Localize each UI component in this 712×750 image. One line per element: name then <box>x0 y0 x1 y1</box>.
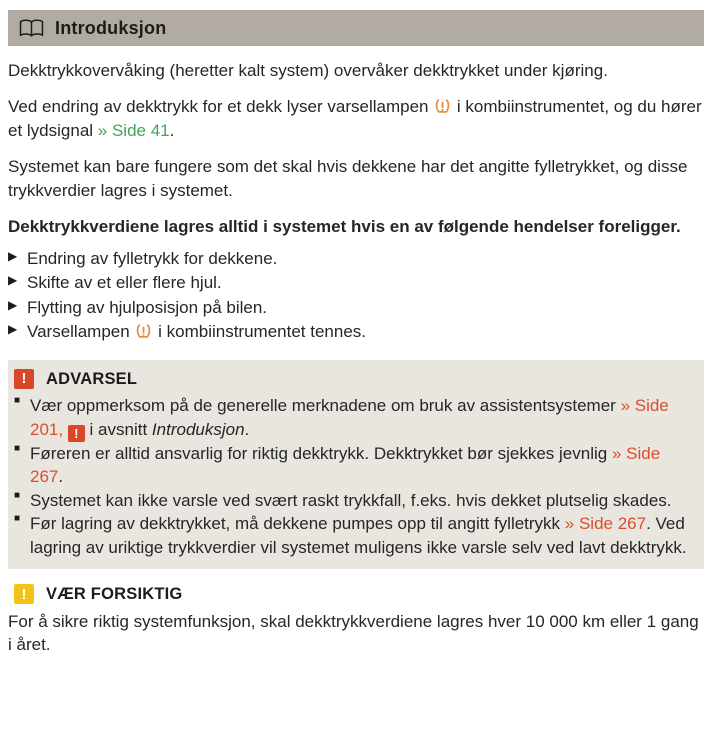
list-item <box>8 271 704 294</box>
text-fragment: Flytting av hjulposisjon på bilen. <box>27 297 268 317</box>
text-fragment: Vær oppmerksom på de generelle merknadene om bruk av assistentsystemer <box>30 396 621 416</box>
paragraph-system-function: Systemet kan bare fungere som det skal hvis dekkene har det angitte fylletrykket, og disse trykkverdier lagres i systemet. <box>8 157 688 200</box>
caution-header <box>14 583 704 606</box>
page-link-side-267[interactable]: » Side 267 <box>564 514 647 534</box>
caution-section <box>8 583 704 657</box>
text-fragment: . Ved lagring av uriktige trykkverdier vil systemet muligens ikke varsle selv ved lavt dekktrykk. <box>30 514 687 557</box>
caution-text: For å sikre riktig systemfunksjon, skal dekktrykkverdiene lagres hver 10 000 km eller 1 gang i året. <box>8 611 699 655</box>
text-fragment: Endring av fylletrykk for dekkene. <box>27 248 278 268</box>
text-fragment: Før lagring av dekktrykket, må dekkene pumpes opp til angitt fylletrykk <box>30 514 565 534</box>
warning-item <box>14 394 694 441</box>
page-link-side-201[interactable]: » Side 201, <box>30 396 669 439</box>
text-fragment: Skifte av et eller flere hjul. <box>27 273 222 293</box>
list-item <box>8 320 704 343</box>
warning-item <box>14 489 694 512</box>
list-item <box>8 296 704 319</box>
warning-item <box>14 512 694 559</box>
warning-header <box>14 368 694 391</box>
page-link-side-41[interactable]: » Side 41 <box>97 120 170 140</box>
warning-exclamation-icon: ! <box>14 369 34 389</box>
warning-exclamation-icon: ! <box>68 425 85 442</box>
warning-title: ADVARSEL <box>46 369 138 388</box>
text-fragment: Varsellampen <box>27 322 135 342</box>
text-fragment: i avsnitt <box>84 419 152 439</box>
text-fragment: i kombiinstrumentet, og du hører et lydsignal <box>8 97 702 140</box>
caution-exclamation-icon: ! <box>14 584 34 604</box>
open-book-icon <box>18 18 45 39</box>
warning-item-list <box>14 394 694 559</box>
text-fragment: . <box>169 120 175 140</box>
text-fragment: i kombiinstrumentet tennes. <box>153 322 367 342</box>
caution-title: VÆR FORSIKTIG <box>46 585 183 604</box>
trigger-event-list <box>8 247 704 344</box>
list-item <box>8 247 704 270</box>
section-title: Introduksjon <box>55 17 167 38</box>
section-header-bar <box>8 10 704 46</box>
warning-box <box>8 360 704 569</box>
warning-item <box>14 442 694 489</box>
tire-pressure-warning-icon <box>434 98 451 115</box>
text-fragment: . <box>244 419 250 439</box>
text-fragment: . <box>58 467 64 487</box>
paragraph-warning-lamp <box>8 95 704 142</box>
text-fragment: Føreren er alltid ansvarlig for riktig dekktrykk. Dekktrykket bør sjekkes jevnlig <box>30 443 612 463</box>
text-fragment: Ved endring av dekktrykk for et dekk lyser varsellampen <box>8 97 434 117</box>
text-fragment: Systemet kan ikke varsle ved svært raskt trykkfall, f.eks. hvis dekket plutselig skades. <box>30 490 672 510</box>
tire-pressure-warning-icon <box>135 323 152 340</box>
text-fragment-italic: Introduksjon <box>151 419 245 439</box>
paragraph-intro: Dekktrykkovervåking (heretter kalt system) overvåker dekktrykket under kjøring. <box>8 61 608 80</box>
page-link-side-267[interactable]: » Side 267 <box>30 443 661 487</box>
paragraph-bold-lead: Dekktrykkverdiene lagres alltid i systemet hvis en av følgende hendelser foreligger. <box>8 217 681 237</box>
